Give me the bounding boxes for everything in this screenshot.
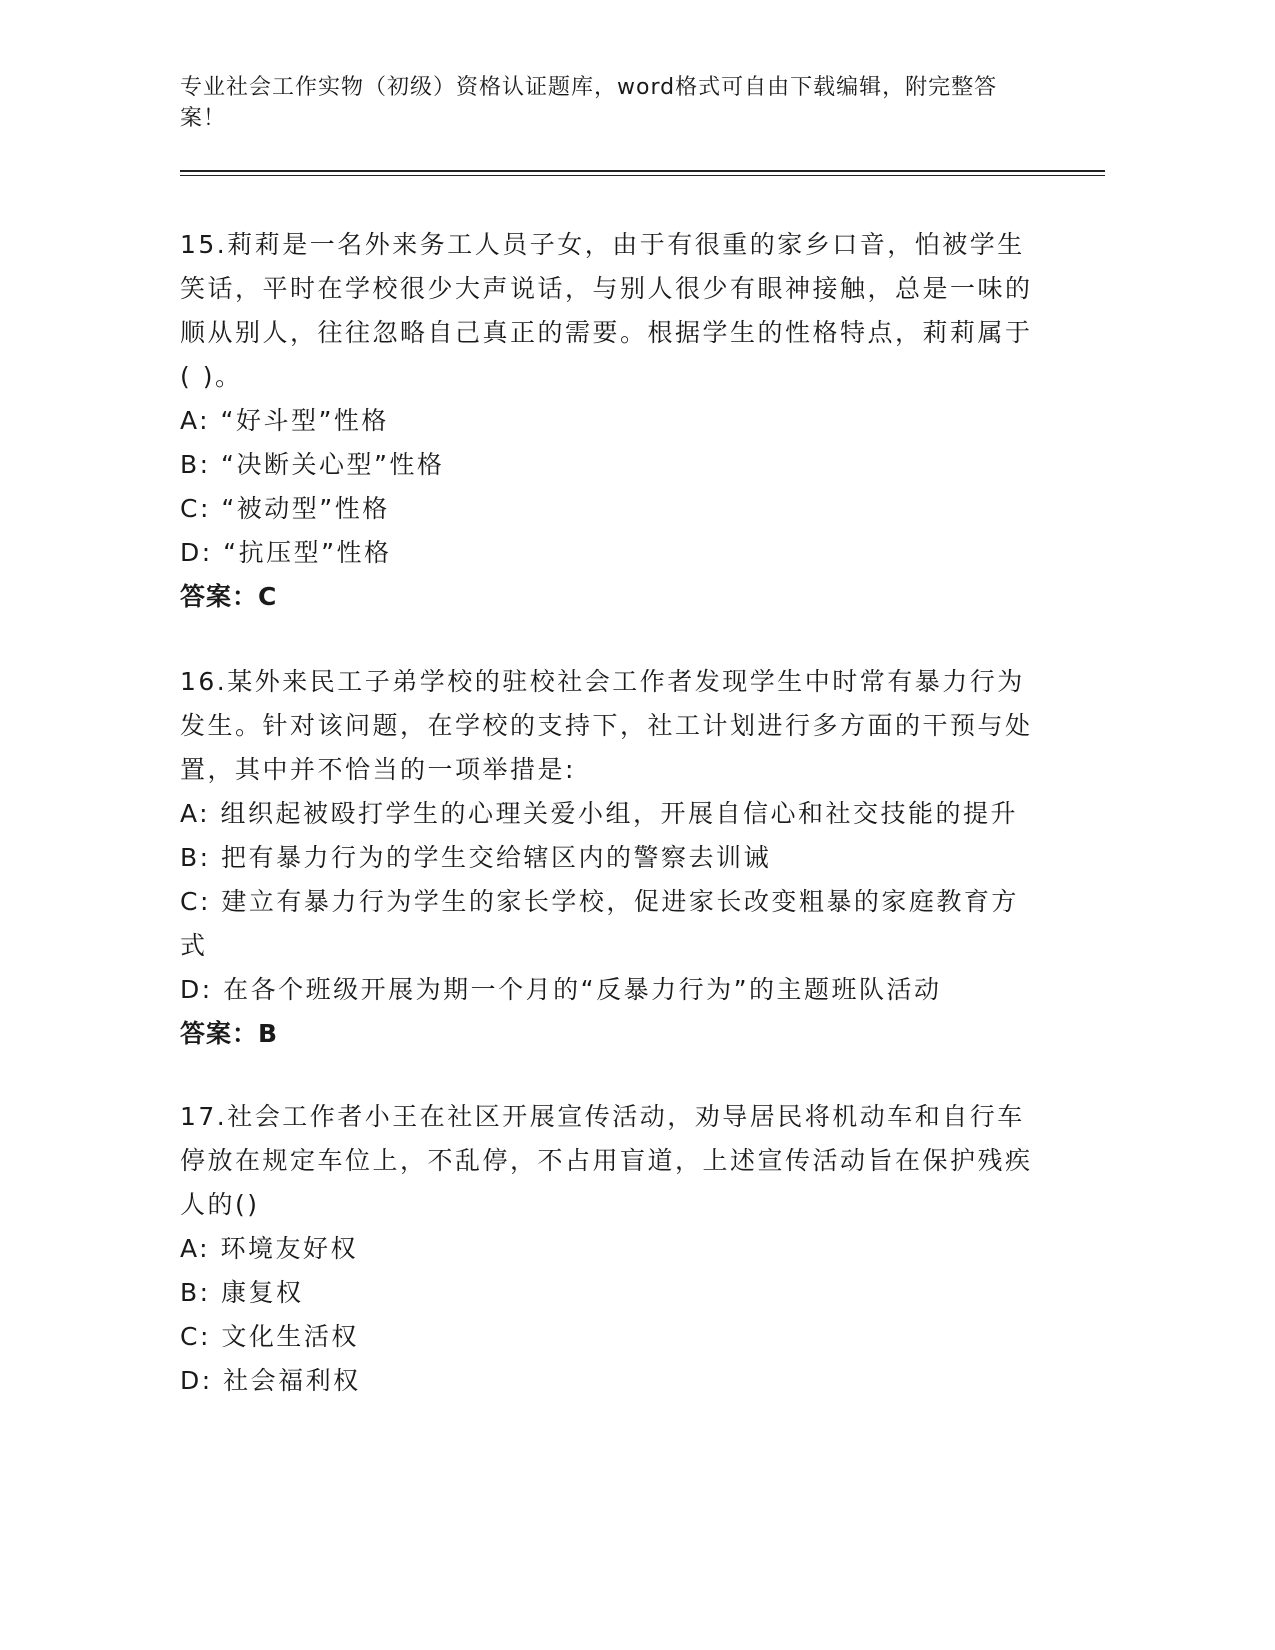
option-b: B: “决断关心型”性格 bbox=[180, 450, 445, 479]
option-c: C: “被动型”性格 bbox=[180, 494, 390, 523]
option-d: D: “抗压型”性格 bbox=[180, 538, 392, 567]
question-16 bbox=[180, 660, 1040, 1056]
answer-label: 答案：B bbox=[180, 1019, 279, 1048]
answer-label: 答案：C bbox=[180, 582, 278, 611]
question-stem: 15.莉莉是一名外来务工人员子女，由于有很重的家乡口音，怕被学生笑话，平时在学校很少大声说话，与别人很少有眼神接触，总是一味的顺从别人，往往忽略自己真正的需要。根据学生的性格特点，莉莉属于( )。 bbox=[180, 230, 1033, 391]
question-17 bbox=[180, 1095, 1040, 1403]
document-header: 专业社会工作实物（初级）资格认证题库，word格式可自由下载编辑，附完整答案！ bbox=[180, 75, 998, 131]
option-a: A: 环境友好权 bbox=[180, 1234, 359, 1263]
question-stem: 16.某外来民工子弟学校的驻校社会工作者发现学生中时常有暴力行为发生。针对该问题，在学校的支持下，社工计划进行多方面的干预与处置，其中并不恰当的一项举措是: bbox=[180, 667, 1033, 784]
question-15 bbox=[180, 223, 1040, 619]
option-d: D: 在各个班级开展为期一个月的“反暴力行为”的主题班队活动 bbox=[180, 975, 942, 1004]
option-b: B: 康复权 bbox=[180, 1278, 304, 1307]
question-stem: 17.社会工作者小王在社区开展宣传活动，劝导居民将机动车和自行车停放在规定车位上，不乱停，不占用盲道，上述宣传活动旨在保护残疾人的() bbox=[180, 1102, 1033, 1219]
header-divider-thin bbox=[180, 175, 1105, 176]
option-b: B: 把有暴力行为的学生交给辖区内的警察去训诫 bbox=[180, 843, 772, 872]
option-d: D: 社会福利权 bbox=[180, 1366, 361, 1395]
header-divider-thick bbox=[180, 170, 1105, 172]
option-a: A: 组织起被殴打学生的心理关爱小组，开展自信心和社交技能的提升 bbox=[180, 799, 1019, 828]
option-c: C: 文化生活权 bbox=[180, 1322, 359, 1351]
option-a: A: “好斗型”性格 bbox=[180, 406, 389, 435]
option-c: C: 建立有暴力行为学生的家长学校，促进家长改变粗暴的家庭教育方式 bbox=[180, 887, 1019, 960]
